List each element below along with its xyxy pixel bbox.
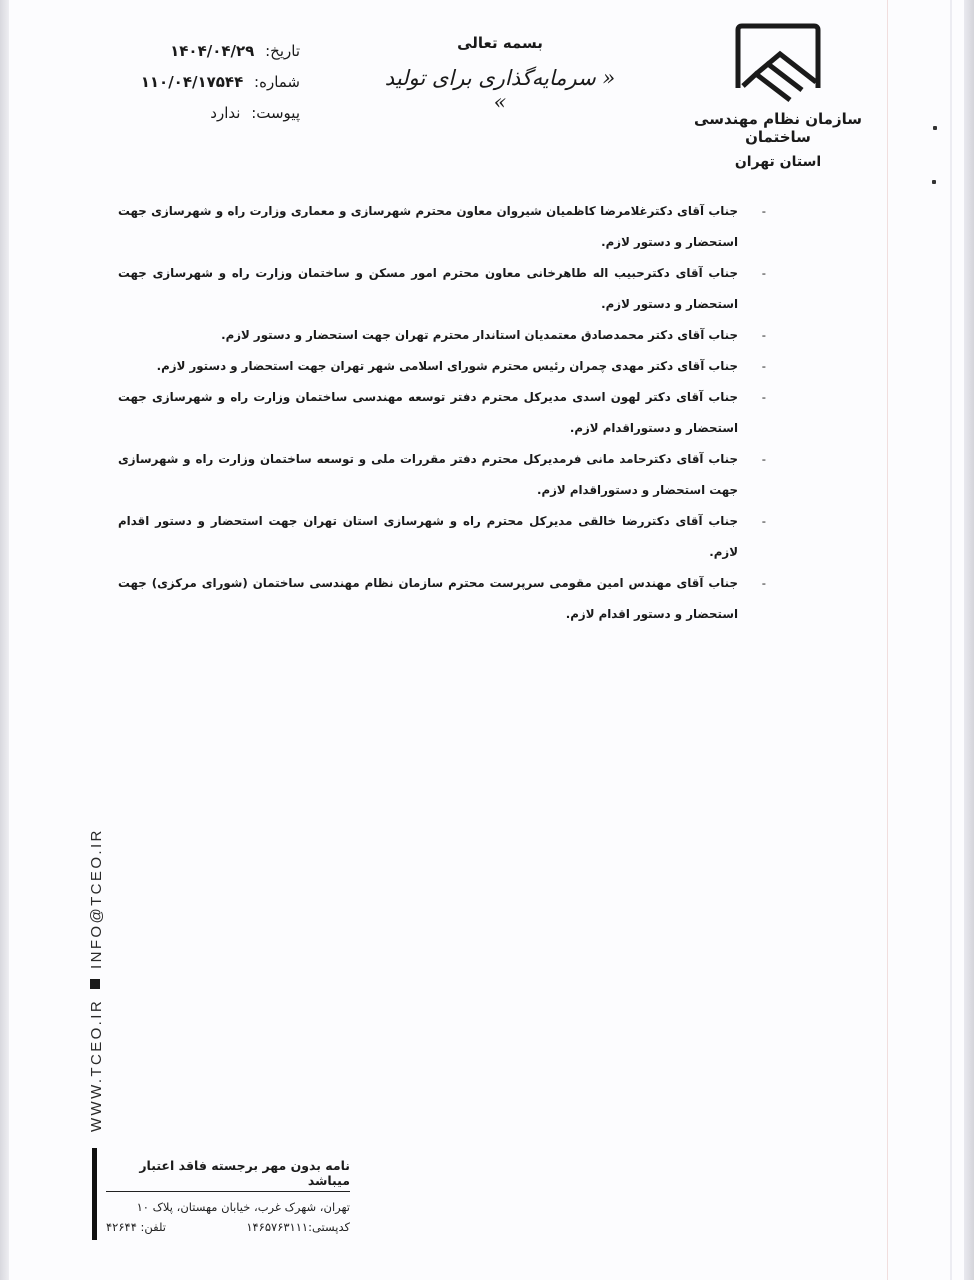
phone-number: تلفن: ۴۲۶۴۴ xyxy=(106,1220,166,1234)
recipients-list xyxy=(118,196,778,630)
page-right-edge xyxy=(964,0,974,1280)
punch-hole-mark xyxy=(932,180,936,184)
footer-validity-notice: نامه بدون مهر برجسته فاقد اعتبار میباشد xyxy=(106,1158,350,1192)
number-value: ۱۱۰/۰۴/۱۷۵۴۴ xyxy=(140,73,244,91)
recipient-text: جناب آقای دکترحامد مانی فرمدیرکل محترم دفتر مقررات ملی و توسعه ساختمان وزارت راه و شهرسازی جهت استحضار و دستوراقدام لازم. xyxy=(118,452,738,497)
date-row xyxy=(110,36,300,67)
bullet-dash: - xyxy=(761,266,766,280)
organization-province: استان تهران xyxy=(734,154,822,170)
bullet-dash: - xyxy=(761,390,766,404)
bullet-dash: - xyxy=(761,204,766,218)
footer xyxy=(106,1158,350,1234)
recipient-text: جناب آقای دکترغلامرضا کاظمیان شیروان معاون محترم شهرسازی و معماری وزارت راه و شهرسازی جهت استحضار و دستور لازم. xyxy=(118,204,738,249)
punch-hole-mark xyxy=(933,126,937,130)
house-roofs-frame-logo-icon xyxy=(728,22,828,102)
organization-header xyxy=(680,22,876,170)
letter-meta xyxy=(110,36,300,129)
bullet-dash: - xyxy=(761,328,766,342)
attachment-label: پیوست: xyxy=(251,104,300,122)
bullet-dash: - xyxy=(761,359,766,373)
date-value: ۱۴۰۴/۰۴/۲۹ xyxy=(170,42,255,60)
bullet-dash: - xyxy=(761,514,766,528)
footer-address: تهران، شهرک غرب، خیابان مهستان، پلاک ۱۰ xyxy=(136,1200,350,1214)
website-link[interactable]: WWW.TCEO.IR xyxy=(88,998,105,1132)
attachment-row xyxy=(110,98,300,129)
list-item xyxy=(118,506,778,568)
footer-contact-row xyxy=(106,1220,350,1234)
date-label: تاریخ: xyxy=(265,42,300,60)
email-link[interactable]: INFO@TCEO.IR xyxy=(88,828,105,969)
recipient-text: جناب آقای دکترحبیب اله طاهرخانی معاون محترم امور مسکن و ساختمان وزارت راه و شهرسازی جهت استحضار و دستور لازم. xyxy=(118,266,738,311)
list-item xyxy=(118,258,778,320)
recipient-text: جناب آقای دکتررضا خالقی مدیرکل محترم راه و شهرسازی استان تهران جهت استحضار و دستور اقدام لازم. xyxy=(118,514,738,559)
slogan: « سرمایه‌گذاری برای تولید » xyxy=(384,66,616,114)
side-contact-strip xyxy=(88,828,105,1132)
list-item xyxy=(118,444,778,506)
recipient-text: جناب آقای دکتر لهون اسدی مدیرکل محترم دفتر توسعه مهندسی ساختمان وزارت راه و شهرسازی جهت استحضار و دستوراقدام لازم. xyxy=(118,390,738,435)
list-item xyxy=(118,320,778,351)
square-separator-icon xyxy=(90,979,100,989)
list-item xyxy=(118,351,778,382)
list-item xyxy=(118,382,778,444)
page-fold-line-secondary xyxy=(950,0,952,1280)
number-label: شماره: xyxy=(254,73,300,91)
postal-code: کدپستی:۱۴۶۵۷۶۳۱۱۱ xyxy=(246,1220,350,1234)
organization-name: سازمان نظام مهندسی ساختمان xyxy=(694,110,862,146)
bullet-dash: - xyxy=(761,452,766,466)
number-row xyxy=(110,67,300,98)
recipient-text: جناب آقای مهندس امین مقومی سرپرست محترم سازمان نظام مهندسی ساختمان (شورای مرکزی) جهت استحضار و دستور اقدام لازم. xyxy=(118,576,738,621)
attachment-value: ندارد xyxy=(210,104,241,122)
recipient-text: جناب آقای دکتر مهدی چمران رئیس محترم شورای اسلامی شهر تهران جهت استحضار و دستور لازم. xyxy=(156,359,738,373)
recipient-text: جناب آقای دکتر محمدصادق معتمدیان استاندار محترم تهران جهت استحضار و دستور لازم. xyxy=(221,328,738,342)
page-left-edge xyxy=(0,0,9,1280)
basmala: بسمه تعالی xyxy=(457,34,543,52)
page-fold-line xyxy=(887,0,888,1280)
footer-accent-bar xyxy=(92,1148,97,1240)
list-item xyxy=(118,568,778,630)
letter-heading xyxy=(380,34,620,114)
list-item xyxy=(118,196,778,258)
bullet-dash: - xyxy=(761,576,766,590)
